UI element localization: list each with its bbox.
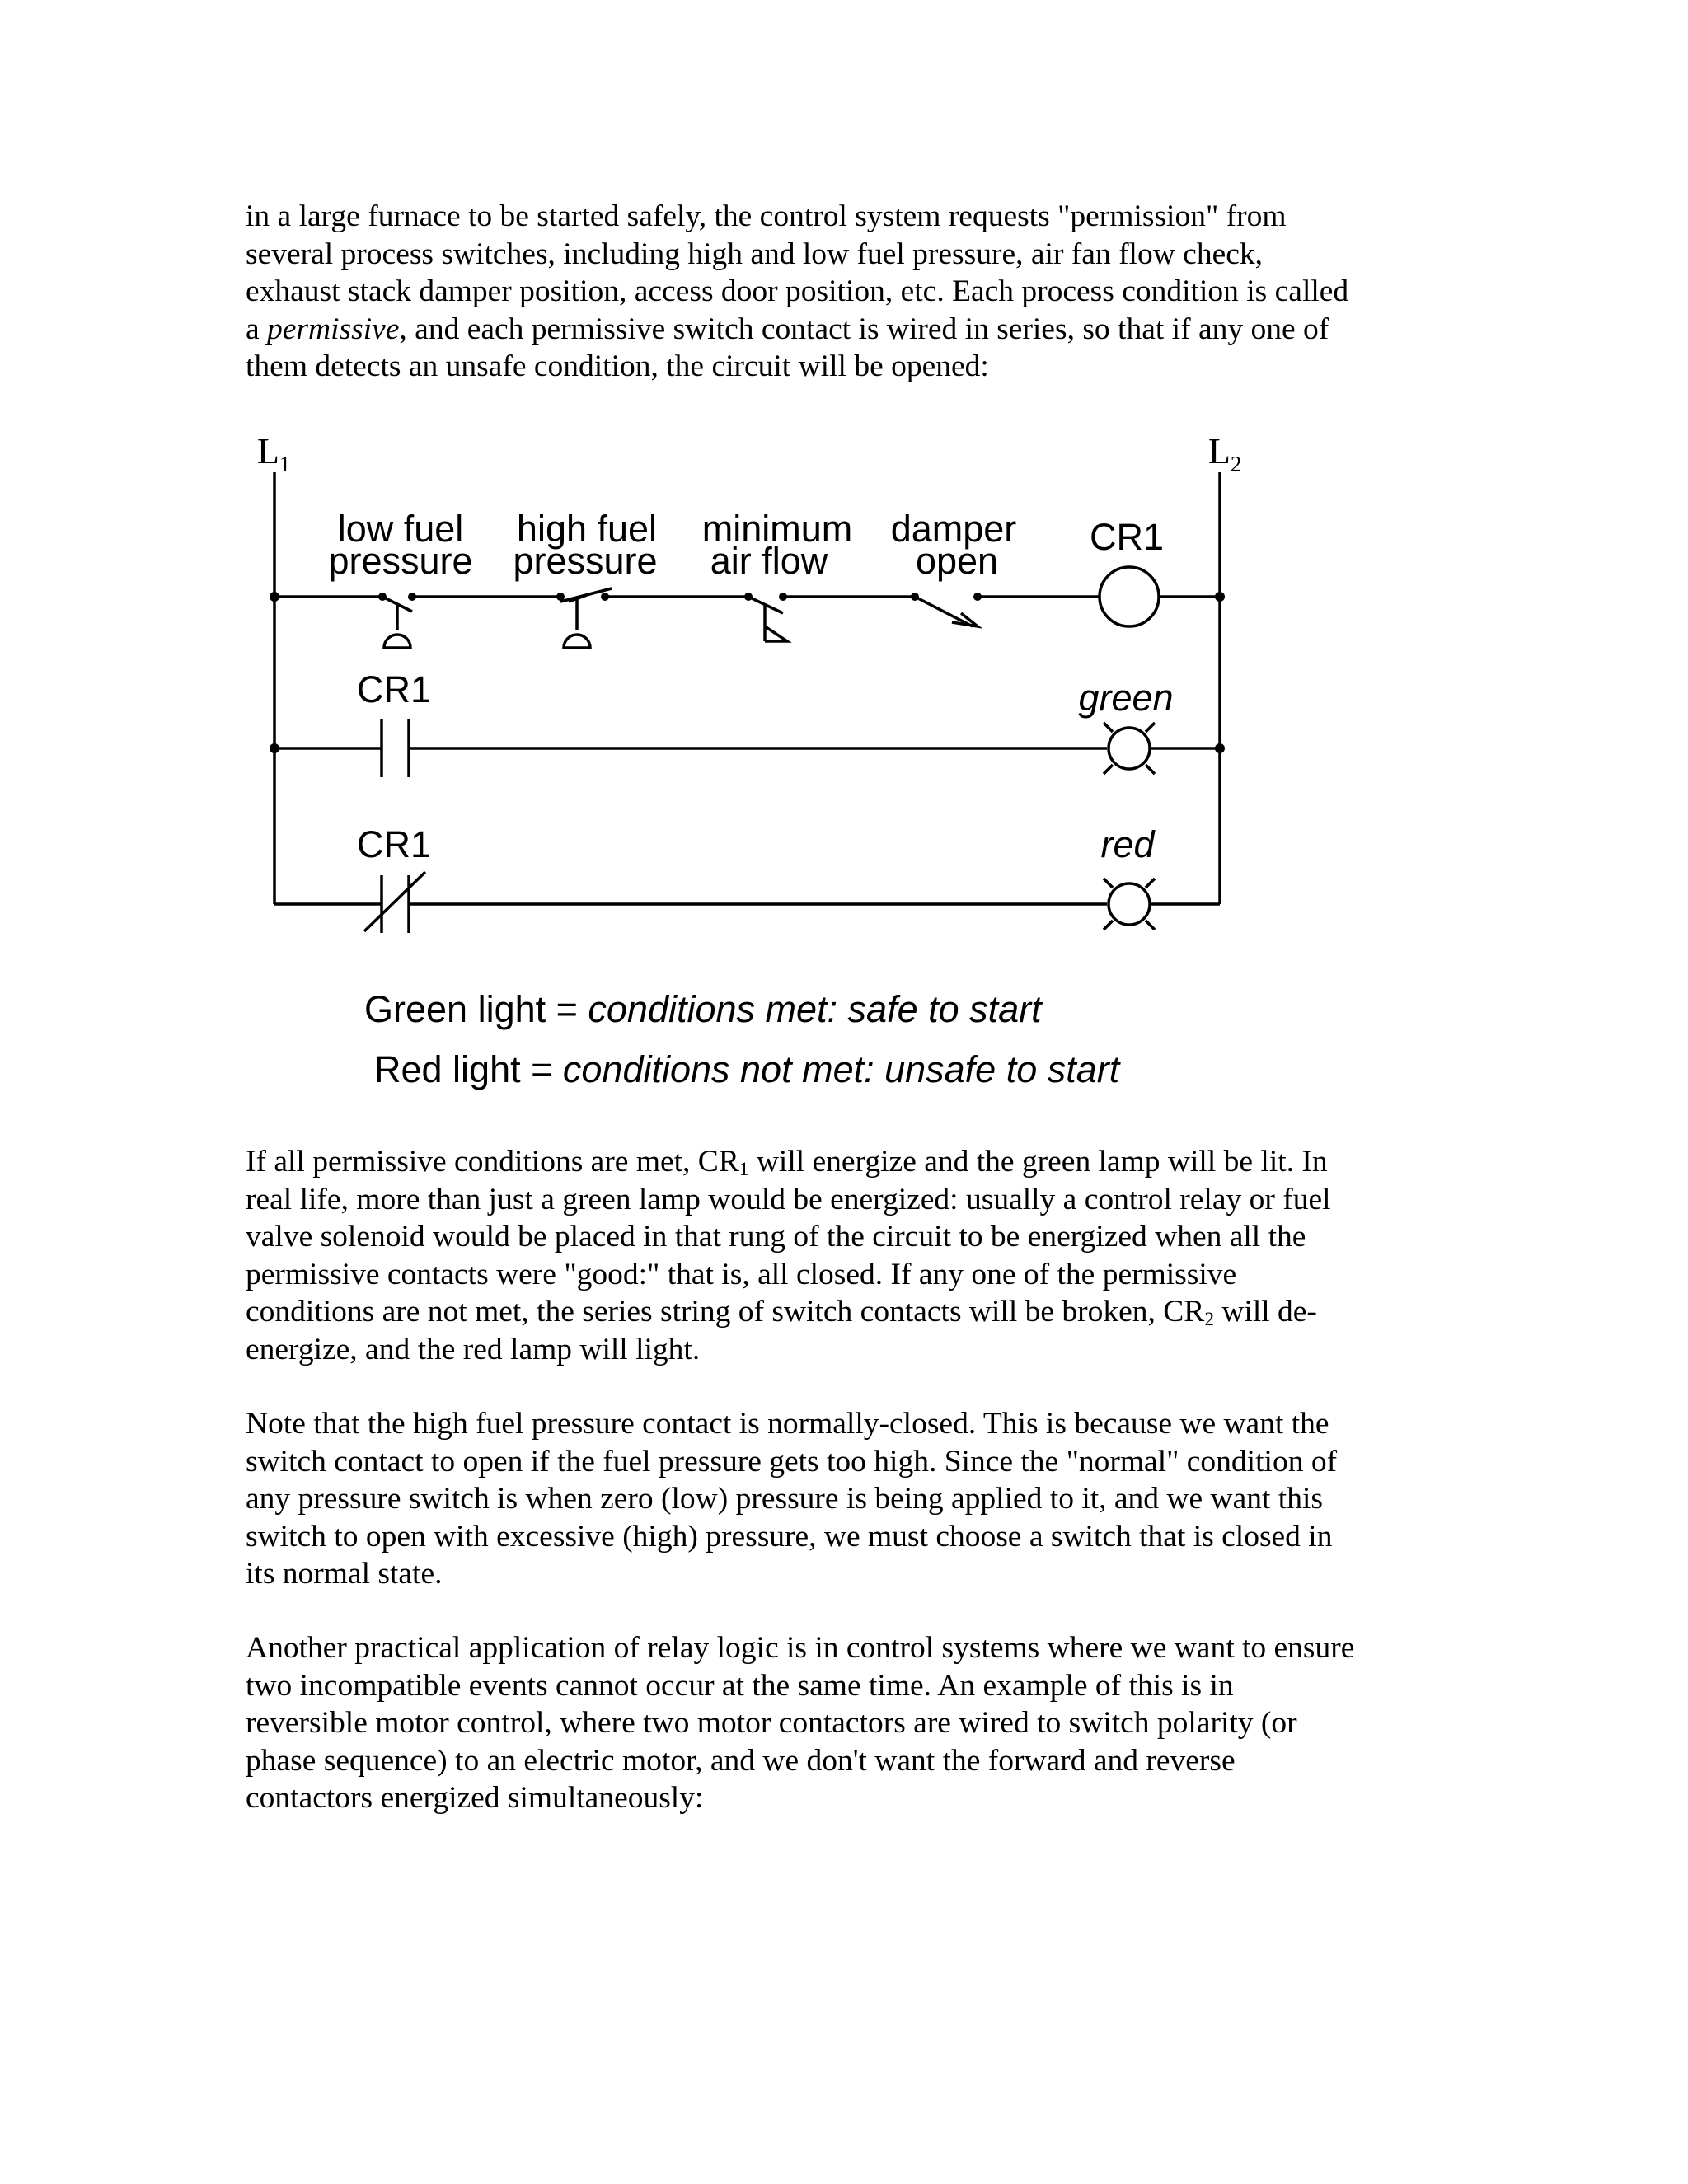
high-pressure-paragraph bbox=[246, 1405, 1441, 1593]
lamp-bulb bbox=[1109, 883, 1150, 925]
text-line: its normal state. bbox=[246, 1557, 443, 1591]
text-line bbox=[246, 1293, 1441, 1331]
rung-2 bbox=[270, 668, 1225, 777]
light-ray bbox=[1104, 765, 1113, 774]
text-fragment: If all permissive conditions are met, CR bbox=[246, 1145, 739, 1179]
text-line: Another practical application of relay logic is in control systems where we want to ensure bbox=[246, 1631, 1355, 1665]
rail-label-l1: $L_1$ bbox=[257, 431, 291, 476]
text-line: exhaust stack damper position, access door position, etc. Each process condition is called bbox=[246, 274, 1349, 309]
rung-1 bbox=[270, 508, 1225, 648]
text-line: energize, and the red lamp will light. bbox=[246, 1332, 701, 1366]
light-ray bbox=[1146, 921, 1155, 930]
interlock-paragraph bbox=[246, 1629, 1441, 1817]
pressure-diaphragm-icon bbox=[384, 635, 410, 648]
low-fuel-pressure-switch bbox=[378, 593, 416, 648]
subscript: 2 bbox=[1204, 1309, 1214, 1331]
switch-label: pressure bbox=[328, 540, 473, 582]
high-fuel-pressure-switch bbox=[556, 588, 612, 648]
minimum-air-flow-switch bbox=[744, 593, 787, 641]
text-line: several process switches, including high and low fuel pressure, air fan flow check, bbox=[246, 237, 1263, 271]
rail-label-l2: $L_2$ bbox=[1208, 431, 1242, 476]
red-lamp bbox=[1104, 879, 1155, 930]
text-line: switch to open with excessive (high) pressure, we must choose a switch that is closed in bbox=[246, 1519, 1333, 1554]
text-line: reversible motor control, where two motor contactors are wired to switch polarity (or bbox=[246, 1706, 1297, 1741]
text-fragment: will de- bbox=[1213, 1295, 1317, 1329]
text-line: phase sequence) to an electric motor, and we don't want the forward and reverse bbox=[246, 1743, 1236, 1778]
light-ray bbox=[1146, 879, 1155, 888]
rung-3 bbox=[274, 823, 1220, 933]
switch-label: low fuel bbox=[337, 508, 464, 550]
text-line: real life, more than just a green lamp would be energized: usually a control relay or fuel bbox=[246, 1182, 1331, 1216]
pressure-diaphragm-icon bbox=[564, 635, 590, 648]
limit-switch-icon bbox=[952, 613, 978, 626]
light-ray bbox=[1104, 879, 1113, 888]
switch-label: minimum bbox=[701, 508, 853, 550]
nc-slash bbox=[364, 872, 425, 931]
light-ray bbox=[1104, 723, 1113, 732]
cr1-coil bbox=[1100, 567, 1159, 626]
text-line: switch contact to open if the fuel pressure gets too high. Since the "normal" condition of bbox=[246, 1444, 1338, 1479]
text-line: any pressure switch is when zero (low) pressure is being applied to it, and we want this bbox=[246, 1482, 1323, 1516]
legend-red: Red light = conditions not met: unsafe to start bbox=[374, 1048, 1120, 1090]
legend-green: Green light = conditions met: safe to start bbox=[364, 988, 1042, 1030]
coil-label: CR1 bbox=[1089, 516, 1165, 558]
cr1-no-contact bbox=[382, 719, 409, 777]
switch-label: air flow bbox=[710, 540, 828, 582]
diagram-legend bbox=[364, 988, 1122, 1090]
light-ray bbox=[1146, 765, 1155, 774]
lamps-paragraph bbox=[246, 1143, 1441, 1369]
text-line: valve solenoid would be placed in that rung of the circuit to be energized when all the bbox=[246, 1220, 1306, 1254]
switch-label: open bbox=[915, 540, 999, 582]
text-fragment: , and each permissive switch contact is wired in series, so that if any one of bbox=[399, 312, 1329, 346]
subscript: 1 bbox=[738, 1159, 749, 1181]
permissive-term: permissive bbox=[267, 312, 400, 346]
text-line: contactors energized simultaneously: bbox=[246, 1781, 704, 1816]
text-line: permissive contacts were "good:" that is, all closed. If any one of the permissive bbox=[246, 1257, 1237, 1291]
damper-open-switch bbox=[911, 593, 982, 626]
switch-blade bbox=[915, 597, 973, 626]
green-lamp bbox=[1104, 723, 1155, 774]
light-ray bbox=[1146, 723, 1155, 732]
light-ray bbox=[1104, 921, 1113, 930]
lamp-label: green bbox=[1078, 677, 1174, 719]
lamp-bulb bbox=[1109, 728, 1150, 769]
text-line: two incompatible events cannot occur at the same time. An example of this is in bbox=[246, 1668, 1234, 1703]
contact-label: CR1 bbox=[356, 823, 432, 865]
switch-label: damper bbox=[890, 508, 1017, 550]
text-line: Note that the high fuel pressure contact is normally-closed. This is because we want the bbox=[246, 1407, 1329, 1441]
text-fragment: conditions are not met, the series string of switch contacts will be broken, CR bbox=[246, 1295, 1205, 1329]
flow-paddle-icon bbox=[765, 626, 787, 641]
switch-label: pressure bbox=[513, 540, 658, 582]
text-line bbox=[246, 1143, 1441, 1181]
switch-label: high fuel bbox=[516, 508, 658, 550]
text-line: in a large furnace to be started safely, the control system requests "permission" from bbox=[246, 199, 1287, 233]
cr1-nc-contact bbox=[364, 872, 425, 933]
text-fragment: will energize and the green lamp will be lit. In bbox=[748, 1145, 1328, 1179]
contact-label: CR1 bbox=[356, 668, 432, 710]
lamp-label: red bbox=[1100, 823, 1155, 865]
text-line: them detects an unsafe condition, the circuit will be opened: bbox=[246, 349, 989, 384]
text-fragment: a bbox=[246, 312, 268, 346]
